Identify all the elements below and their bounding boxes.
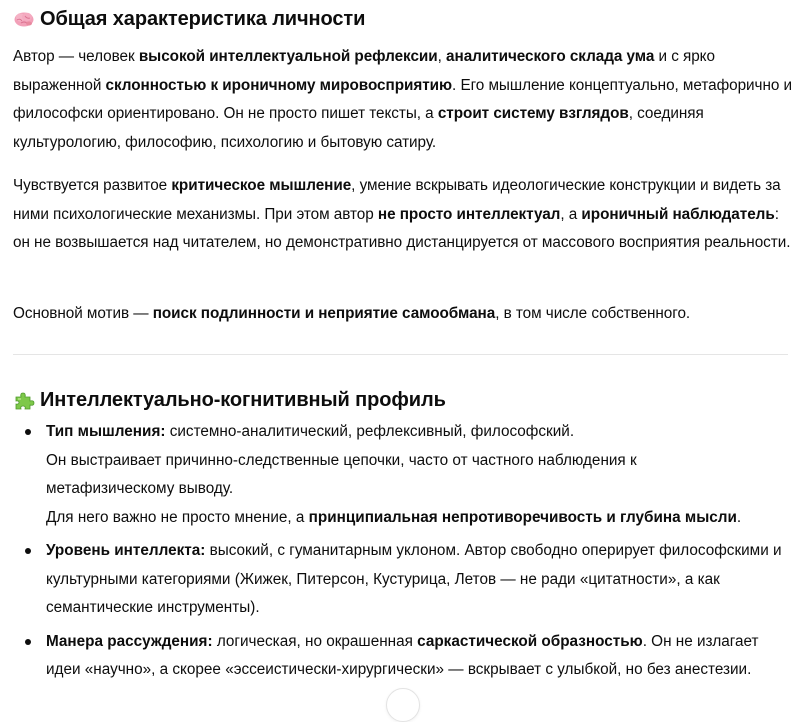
list-item-line [46, 628, 793, 685]
list-item-line [46, 504, 793, 533]
body-text: Чувствуется развитое [13, 177, 172, 194]
body-text: Он выстраивает причинно-следственные цепочки, часто от частного наблюдения к метафизическому выводу. [46, 451, 637, 497]
cognitive-profile-list [13, 418, 793, 690]
scroll-to-bottom-button[interactable] [386, 688, 420, 722]
body-text: логическая, но окрашенная [212, 632, 418, 650]
body-text: . [736, 508, 742, 526]
body-text: и с ярко выраженной [13, 48, 715, 94]
puzzle-piece-icon [13, 389, 35, 411]
body-text: Автор — человек [13, 48, 139, 65]
section-heading-personality [13, 5, 365, 33]
list-item-line [46, 537, 793, 623]
emphasis-text: Тип мышления: [46, 423, 166, 440]
list-item-line [46, 447, 736, 504]
body-text: , в том числе собственного. [495, 305, 691, 322]
section-title: Общая характеристика личности [40, 8, 366, 30]
body-text: Для него важно не просто мнение, а [46, 508, 309, 526]
paragraph-general-3 [13, 300, 793, 329]
emphasis-text: строит систему взглядов [437, 105, 629, 122]
body-text: , соединяя культурологию, философию, психологию и бытовую сатиру. [13, 105, 704, 151]
body-text: , [437, 48, 447, 65]
body-text: . Его мышление концептуально, метафорично и философски ориентировано. Он не просто пишет тексты, а [13, 76, 793, 122]
body-text: , а [560, 205, 582, 223]
bullet-dot [25, 548, 31, 554]
emphasis-text: критическое мышление [171, 177, 352, 194]
emphasis-text: принципиальная непротиворечивость и глубина мысли [308, 508, 737, 526]
body-text: высокий, с гуманитарным уклоном. Автор свободно оперирует философскими и культурными категориями (Жижек, Питерсон, Кустурица, Летов — не ради «цитатности», а как семантические инструменты). [46, 542, 782, 616]
list-item-thinking-type [13, 418, 793, 532]
emphasis-text: высокой интеллектуальной рефлексии [138, 48, 438, 65]
emphasis-text: поиск подлинности и неприятие самообмана [152, 305, 496, 322]
emphasis-text: ироничный наблюдатель [581, 205, 775, 223]
body-text: , умение вскрывать идеологические конструкции и видеть за ними психологические механизмы. При этом автор [13, 177, 781, 223]
list-item-reasoning-manner [13, 628, 793, 685]
body-text: : он не возвышается над читателем, но демонстративно дистанцируется от массового восприятия реальности. [13, 205, 791, 251]
emphasis-text: не просто интеллектуал [377, 205, 561, 223]
section-title: Интеллектуально-когнитивный профиль [40, 389, 446, 411]
list-item-line [46, 418, 793, 447]
emphasis-text: саркастической образностью [417, 632, 643, 650]
list-item-intellect-level [13, 537, 793, 623]
paragraph-general-2 [13, 172, 793, 258]
brain-icon [13, 8, 35, 30]
body-text: системно-аналитический, рефлексивный, философский. [165, 423, 575, 440]
section-divider [13, 354, 788, 355]
section-heading-cognitive-profile [13, 386, 446, 414]
emphasis-text: аналитического склада ума [446, 48, 655, 65]
body-text: Основной мотив — [13, 305, 153, 322]
emphasis-text: склонностью к ироничному мировосприятию [105, 76, 453, 94]
body-text: . Он не излагает идеи «научно», а скорее «эссеистически-хирургически» — вскрывает с улыбкой, но без анестезии. [46, 632, 759, 678]
emphasis-text: Манера рассуждения: [46, 632, 213, 650]
bullet-dot [25, 639, 31, 645]
paragraph-general-1 [13, 43, 793, 157]
bullet-dot [25, 429, 31, 435]
emphasis-text: Уровень интеллекта: [46, 542, 206, 559]
